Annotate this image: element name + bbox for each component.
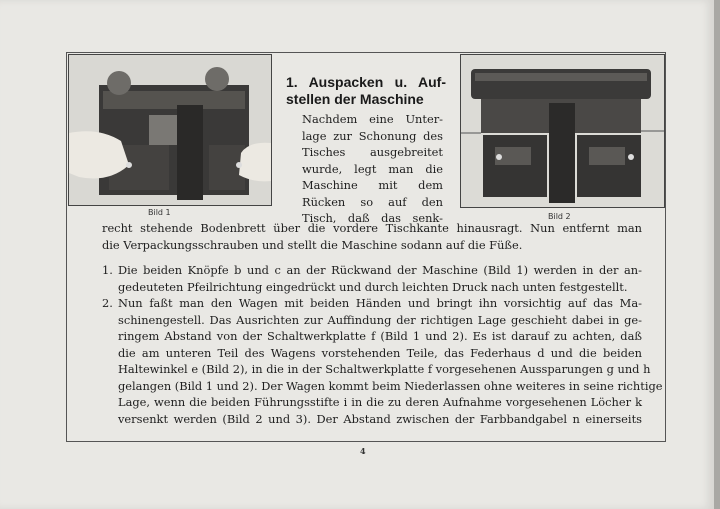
- intro-paragraph: [302, 111, 443, 227]
- typewriter-front-illustration: [461, 55, 664, 207]
- text-line: Haltewinkel e (Bild 2), in die in der Schaltwerkplatte f vorgesehenen Aussparungen g und h: [118, 362, 651, 376]
- section-heading: [286, 74, 446, 108]
- figure-2-photo: [460, 54, 665, 208]
- intro-continuation: [102, 220, 642, 253]
- heading-line: stellen der Maschine: [286, 91, 424, 107]
- text-line: Nachdem eine Unter-: [302, 112, 443, 126]
- list-item-continuation: [102, 279, 642, 296]
- instruction-list: [102, 262, 663, 427]
- text-line: schinengestell. Das Ausrichten zur Auffindung der richtigen Lage geschieht dabei in ge-: [118, 312, 642, 327]
- text-line: Lage, wenn die beiden Führungsstifte i in die zu deren Aufnahme vorgesehenen Löcher k: [118, 395, 642, 409]
- text-line: gedeuteten Pfeilrichtung eingedrückt und durch leichten Druck nach unten festgestellt.: [118, 279, 628, 294]
- heading-line: 1. Auspacken u. Auf-: [286, 74, 446, 90]
- text-line: die Verpackungsschrauben und stellt die Maschine sodann auf die Füße.: [102, 237, 523, 252]
- text-line: lage zur Schonung des: [302, 128, 443, 143]
- list-item: [102, 295, 642, 312]
- list-number: 2.: [102, 296, 113, 310]
- text-line: Tisches ausgebreitet: [302, 145, 443, 159]
- list-item-continuation: [102, 411, 642, 428]
- text-line: die am unteren Teil des Wagens vorstehenden Teile, das Federhaus d und die beiden: [118, 345, 642, 360]
- text-line: Nun faßt man den Wagen mit beiden Händen und bringt ihn vorsichtig auf das Ma-: [118, 296, 642, 310]
- page-number: 4: [360, 446, 366, 456]
- text-line: recht stehende Bodenbrett über die vordere Tischkante hinausragt. Nun entfernt man: [102, 221, 642, 235]
- text-line: versenkt werden (Bild 2 und 3). Der Abstand zwischen der Farbbandgabel n einerseits: [118, 411, 642, 426]
- text-line: Rücken so auf den: [302, 194, 443, 209]
- figure-1-photo: [68, 54, 272, 206]
- text-line: Maschine mit dem: [302, 178, 443, 192]
- text-line: wurde, legt man die: [302, 161, 443, 176]
- list-item-continuation: [102, 312, 642, 329]
- list-item-continuation: [102, 345, 642, 362]
- list-item-continuation: [102, 378, 663, 395]
- text-line: Tisch, daß das senk-: [302, 211, 443, 225]
- list-item: [102, 262, 642, 279]
- list-item-continuation: [102, 328, 642, 345]
- text-line: Die beiden Knöpfe b und c an der Rückwand der Maschine (Bild 1) werden in der an-: [118, 263, 642, 277]
- list-number: 1.: [102, 263, 113, 277]
- page-edge: [714, 0, 720, 509]
- typewriter-rear-illustration: [69, 55, 271, 205]
- text-line: ringem Abstand von der Schaltwerkplatte f (Bild 1 und 2). Es ist darauf zu achten, daß: [118, 329, 642, 343]
- figure-1-caption: Bild 1: [148, 208, 171, 217]
- figure-2-caption: Bild 2: [548, 212, 571, 221]
- text-line: gelangen (Bild 1 und 2). Der Wagen kommt beim Niederlassen ohne weiteres in seine richtige: [118, 378, 663, 393]
- list-item-continuation: [102, 394, 642, 411]
- list-item-continuation: [102, 361, 651, 378]
